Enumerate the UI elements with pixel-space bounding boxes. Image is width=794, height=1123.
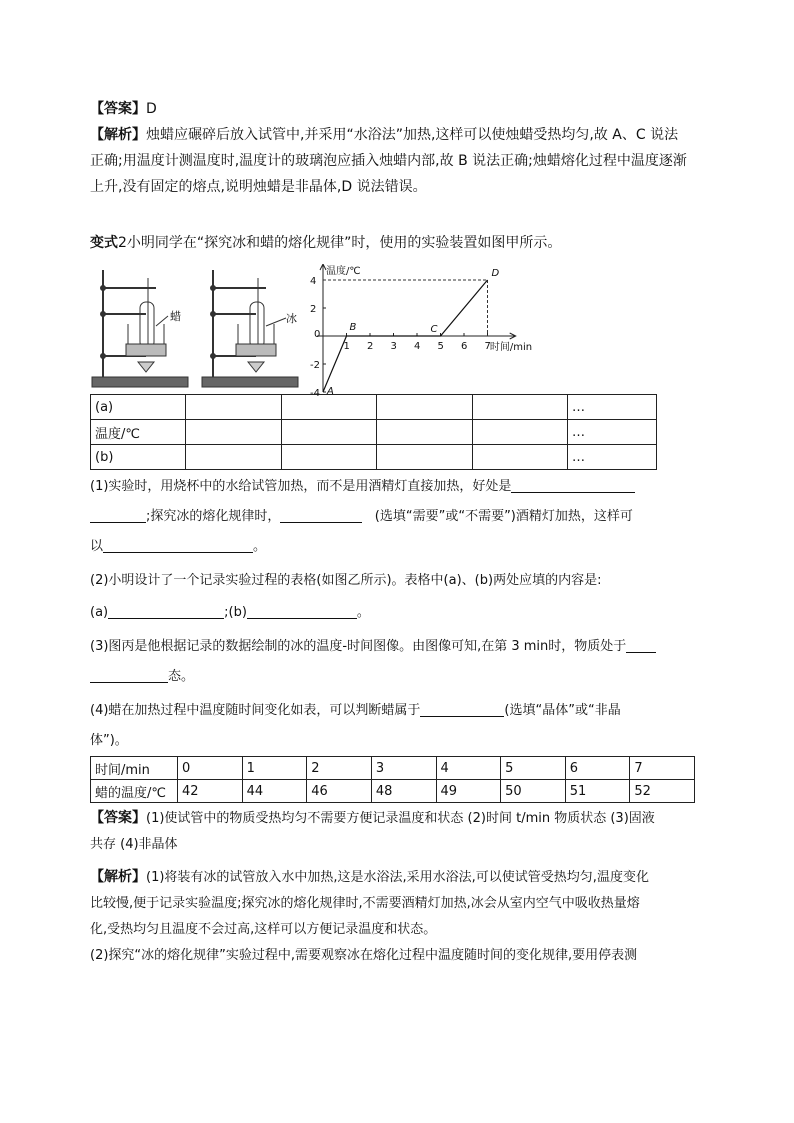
table-cell bbox=[472, 420, 568, 445]
answer-label: 【答案】 bbox=[90, 101, 146, 117]
x-tick-label: 6 bbox=[461, 341, 468, 352]
analysis-2-line-1 bbox=[90, 864, 710, 891]
apparatus-label-wax: 蜡 bbox=[170, 310, 181, 323]
table-cell: 6 bbox=[565, 757, 630, 780]
table-cell bbox=[377, 395, 473, 420]
question-text: 。 bbox=[356, 605, 370, 620]
table-cell: 1 bbox=[242, 757, 307, 780]
y-tick-label: -4 bbox=[310, 388, 320, 396]
table-cell bbox=[377, 445, 473, 470]
analysis-2-line-2: 比较慢,便于记录实验温度;探究冰的熔化规律时,不需要酒精灯加热,冰会从室内空气中吸收热量熔 bbox=[90, 896, 640, 911]
point-label: A bbox=[327, 386, 334, 396]
answer-blank[interactable] bbox=[103, 536, 253, 553]
answer-blank[interactable] bbox=[626, 636, 656, 653]
analysis-1-line-1 bbox=[90, 122, 710, 148]
answer-label: 【答案】 bbox=[90, 810, 146, 826]
table-cell: 7 bbox=[630, 757, 695, 780]
table-cell: 4 bbox=[436, 757, 501, 780]
question-1-cont bbox=[90, 504, 710, 530]
answer-blank[interactable] bbox=[90, 666, 168, 683]
table-cell bbox=[186, 445, 282, 470]
table-row bbox=[91, 780, 695, 803]
question-text: 态。 bbox=[168, 669, 195, 684]
x-tick-label: 5 bbox=[437, 341, 444, 352]
y-tick-label: 2 bbox=[310, 304, 317, 315]
table-cell: 2 bbox=[307, 757, 372, 780]
question-text: 以 bbox=[90, 539, 104, 554]
table-cell: … bbox=[568, 445, 657, 470]
y-axis-label: 温度/℃ bbox=[326, 266, 361, 277]
question-text: 。 bbox=[253, 539, 267, 554]
answer-2-line-2: 共存 (4)非晶体 bbox=[90, 837, 178, 852]
answer-2-line-1 bbox=[90, 805, 710, 832]
table-cell: 46 bbox=[307, 780, 372, 803]
table-cell: 3 bbox=[371, 757, 436, 780]
table-cell: (a) bbox=[91, 395, 186, 420]
answer-blank[interactable] bbox=[280, 506, 362, 523]
table-cell bbox=[186, 420, 282, 445]
record-table bbox=[90, 394, 657, 470]
table-cell: 42 bbox=[178, 780, 243, 803]
figure-svg bbox=[90, 264, 570, 396]
problem-text: 小明同学在“探究冰和蜡的熔化规律”时，使用的实验装置如图甲所示。 bbox=[126, 235, 562, 251]
temperature-time-graph bbox=[310, 264, 532, 396]
table-cell: 0 bbox=[178, 757, 243, 780]
analysis-text: (1)将装有冰的试管放入水中加热,这是水浴法,采用水浴法,可以使试管受热均匀,温度变化 bbox=[146, 870, 649, 885]
question-text: (选填“晶体”或“非晶 bbox=[504, 703, 621, 718]
x-tick-label: 3 bbox=[390, 341, 397, 352]
table-row bbox=[91, 445, 657, 470]
answer-text: (1)使试管中的物质受热均匀不需要方便记录温度和状态 (2)时间 t/min 物质状态 (3)固液 bbox=[146, 811, 655, 826]
analysis-label: 【解析】 bbox=[90, 127, 146, 143]
answer-blank[interactable] bbox=[420, 700, 504, 717]
question-1-end bbox=[90, 534, 710, 560]
answer-blank[interactable] bbox=[511, 476, 635, 493]
document-page bbox=[90, 96, 710, 969]
apparatus-ice bbox=[202, 270, 298, 387]
analysis-text: 烛蜡应碾碎后放入试管中,并采用“水浴法”加热,这样可以使烛蜡受热均匀,故 A、C 说法 bbox=[146, 127, 679, 143]
table-cell bbox=[186, 395, 282, 420]
question-text: (4)蜡在加热过程中温度随时间变化如表，可以判断蜡属于 bbox=[90, 703, 421, 718]
y-tick-label: 4 bbox=[310, 276, 317, 287]
table-cell: … bbox=[568, 420, 657, 445]
table-cell: … bbox=[568, 395, 657, 420]
question-1 bbox=[90, 474, 710, 500]
table-cell: 48 bbox=[371, 780, 436, 803]
x-tick-label: 2 bbox=[367, 341, 374, 352]
x-tick-label: 7 bbox=[484, 341, 491, 352]
analysis-2-line-4: (2)探究“冰的熔化规律”实验过程中,需要观察冰在熔化过程中温度随时间的变化规律,要用停表测 bbox=[90, 948, 638, 963]
problem-number: 2 bbox=[118, 235, 127, 251]
question-3 bbox=[90, 634, 710, 660]
point-label: B bbox=[349, 322, 357, 333]
figure bbox=[90, 264, 710, 394]
question-text: (选填“需要”或“不需要”)酒精灯加热，这样可 bbox=[374, 509, 633, 524]
point-label: C bbox=[430, 324, 438, 335]
answer-1 bbox=[90, 96, 710, 122]
table-cell bbox=[472, 395, 568, 420]
problem-tag: 变式 bbox=[90, 235, 118, 251]
analysis-1-line-3: 上升,没有固定的熔点,说明烛蜡是非晶体,D 说法错误。 bbox=[90, 179, 427, 195]
question-4-cont: 体”)。 bbox=[90, 733, 128, 748]
answer-value: D bbox=[146, 101, 157, 117]
table-cell bbox=[281, 395, 377, 420]
table-cell: 44 bbox=[242, 780, 307, 803]
table-cell bbox=[281, 420, 377, 445]
question-text: (a) bbox=[90, 605, 109, 620]
answer-blank[interactable] bbox=[90, 506, 146, 523]
apparatus-wax bbox=[92, 270, 188, 387]
question-text: (3)图丙是他根据记录的数据绘制的冰的温度-时间图像。由图像可知,在第 3 min时，物质处于 bbox=[90, 639, 627, 654]
question-4 bbox=[90, 698, 710, 724]
table-cell bbox=[281, 445, 377, 470]
apparatus-label-ice: 冰 bbox=[286, 312, 297, 325]
table-cell: 49 bbox=[436, 780, 501, 803]
table-row bbox=[91, 420, 657, 445]
analysis-label: 【解析】 bbox=[90, 869, 146, 885]
question-2-blanks bbox=[90, 600, 710, 626]
table-row bbox=[91, 757, 695, 780]
question-text: ;(b) bbox=[224, 605, 247, 620]
problem-stem bbox=[90, 230, 710, 256]
analysis-1-line-2: 正确;用温度计测温度时,温度计的玻璃泡应插入烛蜡内部,故 B 说法正确;烛蜡熔化过程中温度逐渐 bbox=[90, 153, 687, 169]
table-cell: 52 bbox=[630, 780, 695, 803]
origin-label: 0 bbox=[314, 329, 321, 340]
table-header: 时间/min bbox=[91, 757, 178, 780]
table-cell: 温度/℃ bbox=[91, 420, 186, 445]
table-cell bbox=[377, 420, 473, 445]
table-cell: 5 bbox=[501, 757, 566, 780]
table-header: 蜡的温度/℃ bbox=[91, 780, 178, 803]
table-cell: 51 bbox=[565, 780, 630, 803]
question-text: ;探究冰的熔化规律时， bbox=[146, 509, 281, 524]
table-row bbox=[91, 395, 657, 420]
analysis-2-line-3: 化,受热均匀且温度不会过高,这样可以方便记录温度和状态。 bbox=[90, 922, 437, 937]
question-text: (1)实验时，用烧杯中的水给试管加热，而不是用酒精灯直接加热，好处是 bbox=[90, 479, 512, 494]
point-label: D bbox=[491, 268, 500, 279]
y-tick-label: -2 bbox=[310, 360, 320, 371]
question-3-cont bbox=[90, 664, 710, 690]
table-cell: (b) bbox=[91, 445, 186, 470]
table-cell bbox=[472, 445, 568, 470]
wax-table bbox=[90, 756, 695, 803]
x-axis-label: 时间/min bbox=[489, 342, 533, 353]
x-tick-label: 4 bbox=[414, 341, 421, 352]
answer-blank[interactable] bbox=[247, 602, 357, 619]
table-cell: 50 bbox=[501, 780, 566, 803]
x-tick-label: 1 bbox=[343, 341, 350, 352]
answer-blank[interactable] bbox=[108, 602, 224, 619]
question-2: (2)小明设计了一个记录实验过程的表格(如图乙所示)。表格中(a)、(b)两处应填的内容是: bbox=[90, 573, 602, 588]
